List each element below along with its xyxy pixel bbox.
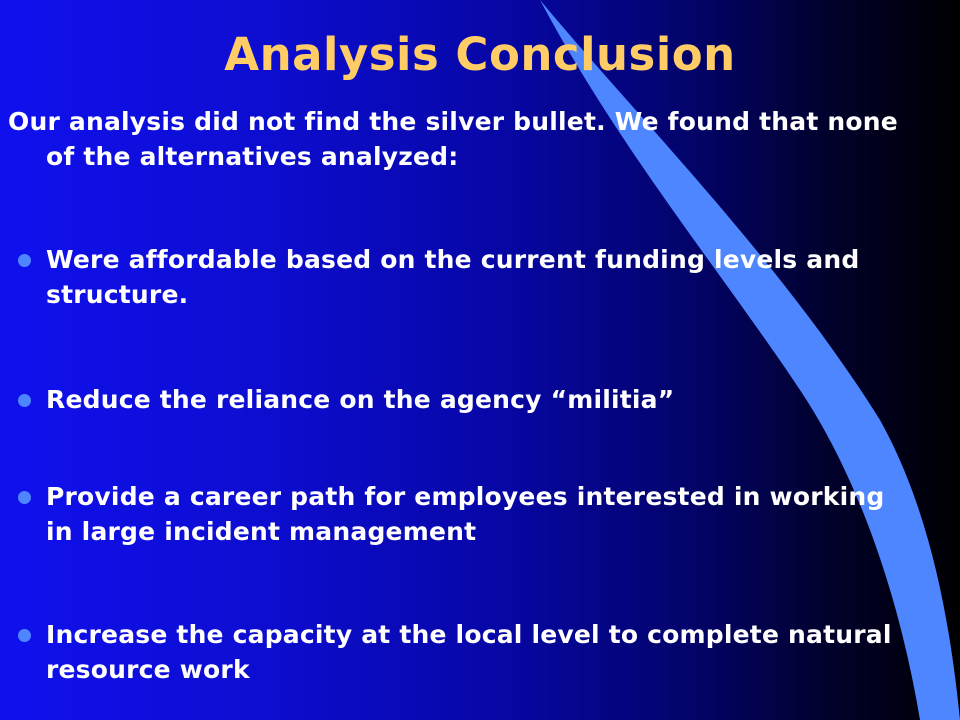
bullet-item-militia bbox=[8, 382, 920, 417]
bullet-dot-icon bbox=[18, 254, 31, 267]
bullet-text: Reduce the reliance on the agency “militia” bbox=[46, 385, 675, 414]
bullet-text: Provide a career path for employees interested in working in large incident management bbox=[46, 482, 885, 546]
slide-title: Analysis Conclusion bbox=[224, 28, 736, 81]
bullet-text: Were affordable based on the current funding levels and structure. bbox=[46, 245, 860, 309]
bullet-text: Increase the capacity at the local level to complete natural resource work bbox=[46, 620, 892, 684]
intro-text: Our analysis did not find the silver bullet. We found that none of the alternatives analyzed: bbox=[8, 107, 898, 171]
bullet-dot-icon bbox=[18, 394, 31, 407]
bullet-item-capacity bbox=[8, 617, 920, 687]
bullet-dot-icon bbox=[18, 629, 31, 642]
bullet-item-affordable bbox=[8, 242, 920, 312]
bullet-dot-icon bbox=[18, 491, 31, 504]
bullet-item-career-path bbox=[8, 479, 920, 549]
